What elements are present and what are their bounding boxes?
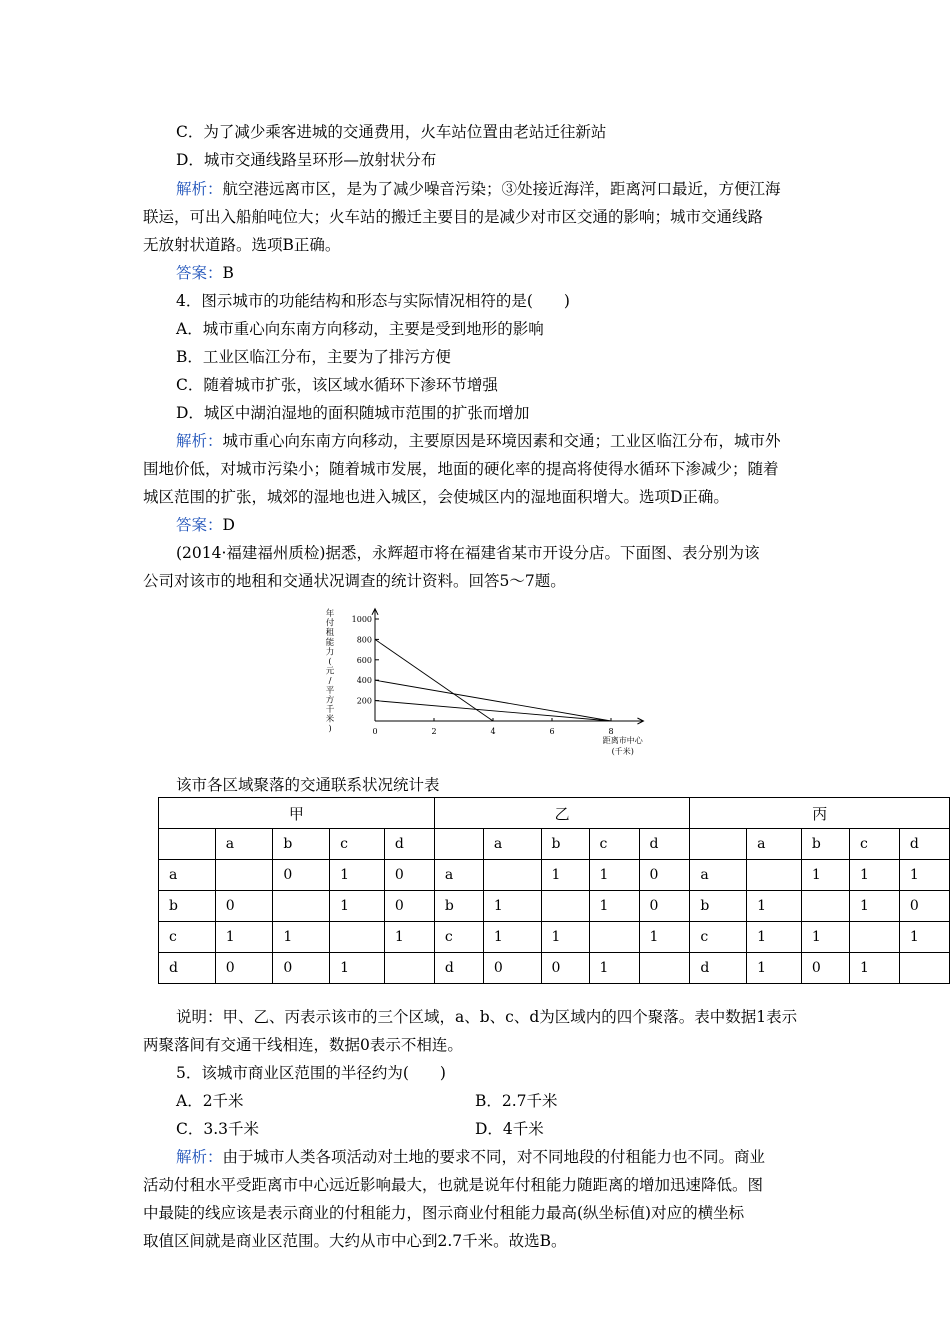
table-cell [899, 953, 949, 984]
x-axis-label-unit: (千米) [611, 747, 634, 756]
table-cell: 1 [899, 922, 949, 953]
line-text: 取值区间就是商业区范围。大约从市中心到2.7千米。故选B。 [143, 1232, 567, 1250]
traffic-table [158, 797, 950, 984]
region-header-row [159, 798, 950, 829]
text-line [143, 459, 779, 479]
table-cell [589, 922, 639, 953]
table-cell: 1 [589, 860, 639, 891]
region-header: 甲 [159, 798, 435, 829]
table-cell [215, 860, 273, 891]
line-text: 航空港远离市区，是为了减少噪音污染；③处接近海洋，距离河口最近，方便江海 [222, 180, 781, 198]
row-label: c [690, 922, 747, 953]
table-cell [384, 953, 434, 984]
column-header: d [639, 829, 690, 860]
line-text: 城市重心向东南方向移动，主要原因是环境因素和交通；工业区临江分布，城市外 [222, 432, 781, 450]
answer-label: 解析： [176, 432, 223, 450]
y-axis-label-char: 付 [325, 618, 335, 629]
row-label: d [690, 953, 747, 984]
table-cell: 0 [483, 953, 541, 984]
row-label: b [159, 891, 216, 922]
table-cell: 1 [639, 922, 690, 953]
table-cell: 1 [273, 922, 330, 953]
line-text: A．城市重心向东南方向移动，主要是受到地形的影响 [176, 320, 544, 338]
row-label: b [690, 891, 747, 922]
row-label: d [434, 953, 483, 984]
table-cell: 0 [541, 953, 589, 984]
table-cell: 1 [589, 953, 639, 984]
column-header: c [330, 829, 385, 860]
text-line [176, 122, 606, 142]
table-cell: 0 [801, 953, 849, 984]
line-text: (2014·福建福州质检)据悉，永辉超市将在福建省某市开设分店。下面图、表分别为该 [176, 544, 760, 562]
y-axis-label-char: 能 [325, 637, 335, 648]
series-line-industrial [375, 701, 611, 721]
row-label: a [159, 860, 216, 891]
text-line [176, 263, 234, 283]
y-tick-label: 800 [356, 635, 372, 645]
rent-chart [318, 604, 658, 766]
text-line [176, 1091, 244, 1111]
table-cell [483, 860, 541, 891]
table-cell [747, 860, 802, 891]
line-text: 说明：甲、乙、丙表示该市的三个区域，a、b、c、d为区域内的四个聚落。表中数据1表示 [176, 1008, 798, 1026]
y-axis-label-char: ( [328, 657, 332, 667]
text-line [176, 179, 781, 199]
x-tick-label: 2 [431, 727, 437, 736]
line-text: 无放射状道路。选项B正确。 [143, 236, 341, 254]
text-line [176, 347, 451, 367]
table-cell [639, 953, 690, 984]
table-cell: 1 [747, 891, 802, 922]
answer-label: 解析： [176, 180, 223, 198]
table-row [159, 922, 950, 953]
line-text: C．随着城市扩张，该区域水循环下渗环节增强 [176, 376, 498, 394]
y-axis-label-char: 力 [325, 647, 335, 658]
x-tick-label: 6 [549, 727, 555, 736]
y-axis-label-char: 年 [325, 609, 335, 619]
table-cell: 1 [747, 953, 802, 984]
table-cell: 1 [330, 953, 385, 984]
line-text: 公司对该市的地租和交通状况调查的统计资料。回答5～7题。 [143, 572, 566, 590]
line-text: 5．该城市商业区范围的半径约为( ) [176, 1064, 446, 1082]
table-row [159, 953, 950, 984]
table-row [159, 891, 950, 922]
answer-label: 答案： [176, 516, 223, 534]
text-line [475, 1119, 544, 1139]
table-cell: 0 [899, 891, 949, 922]
region-header: 丙 [690, 798, 950, 829]
text-line [176, 1119, 259, 1139]
y-axis-label-char: 方 [325, 695, 335, 706]
table-row [159, 860, 950, 891]
table-cell [330, 922, 385, 953]
table-cell: 1 [384, 922, 434, 953]
y-axis-label-char: 平 [325, 685, 335, 696]
column-header: a [483, 829, 541, 860]
table-cell: 1 [541, 860, 589, 891]
line-text: B [222, 264, 234, 282]
table-cell [273, 891, 330, 922]
table-cell: 1 [541, 922, 589, 953]
line-text: D．城区中湖泊湿地的面积随城市范围的扩张而增加 [176, 404, 530, 422]
table-cell: 1 [330, 860, 385, 891]
table-cell: 1 [849, 860, 899, 891]
table-cell: 1 [801, 922, 849, 953]
text-line [143, 571, 566, 591]
text-line [143, 1035, 463, 1055]
table-cell: 1 [483, 891, 541, 922]
answer-label: 解析： [176, 1148, 223, 1166]
column-header-row [159, 829, 950, 860]
table-cell: 1 [215, 922, 273, 953]
line-text: A．2千米 [176, 1092, 244, 1110]
region-header: 乙 [434, 798, 690, 829]
table-cell: 1 [849, 891, 899, 922]
column-header: b [541, 829, 589, 860]
line-text: 4．图示城市的功能结构和形态与实际情况相符的是( ) [176, 292, 570, 310]
table-cell: 1 [849, 953, 899, 984]
table-title: 该市各区域聚落的交通联系状况统计表 [176, 776, 440, 794]
column-header: b [801, 829, 849, 860]
table-cell: 1 [801, 860, 849, 891]
text-line [176, 515, 235, 535]
table-cell: 1 [589, 891, 639, 922]
text-line [176, 431, 781, 451]
line-text: 城区范围的扩张，城郊的湿地也进入城区，会使城区内的湿地面积增大。选项D正确。 [143, 488, 729, 506]
table-cell: 0 [384, 891, 434, 922]
column-header: c [589, 829, 639, 860]
corner-cell [434, 829, 483, 860]
table-cell [801, 891, 849, 922]
series-line-residential [375, 680, 611, 721]
text-line [176, 319, 544, 339]
x-tick-label: 0 [372, 727, 378, 736]
line-text: 活动付租水平受距离市中心远近影响最大，也就是说年付租能力随距离的增加迅速降低。图 [143, 1176, 764, 1194]
text-line [176, 1063, 446, 1083]
y-axis-label-char: 租 [325, 628, 335, 639]
line-text: 由于城市人类各项活动对土地的要求不同，对不同地段的付租能力也不同。商业 [222, 1148, 766, 1166]
text-line [176, 403, 529, 423]
y-axis-label-char: 米 [325, 714, 335, 725]
row-label: c [434, 922, 483, 953]
line-text: 围地价低，对城市污染小；随着城市发展，地面的硬化率的提高将使得水循环下渗减少；随着 [143, 460, 779, 478]
line-text: C．为了减少乘客进城的交通费用，火车站位置由老站迁往新站 [176, 123, 607, 141]
table-cell: 0 [215, 891, 273, 922]
y-axis-label-char: ) [328, 724, 332, 735]
table-cell: 0 [215, 953, 273, 984]
line-text: C．3.3千米 [176, 1120, 260, 1138]
column-header: c [849, 829, 899, 860]
table-cell: 1 [747, 922, 802, 953]
column-header: d [899, 829, 949, 860]
line-text: D．城市交通线路呈环形—放射状分布 [176, 151, 437, 169]
text-line [143, 1231, 567, 1251]
x-tick-label: 8 [608, 727, 614, 736]
row-label: a [690, 860, 747, 891]
y-tick-label: 200 [356, 696, 372, 706]
line-text: B．2.7千米 [475, 1092, 558, 1110]
corner-cell [159, 829, 216, 860]
column-header: d [384, 829, 434, 860]
text-line [143, 235, 340, 255]
row-label: b [434, 891, 483, 922]
text-line [475, 1091, 558, 1111]
table-cell: 0 [273, 953, 330, 984]
text-line [143, 487, 729, 507]
column-header: a [747, 829, 802, 860]
y-tick-label: 1000 [351, 615, 372, 624]
text-line [176, 375, 498, 395]
line-text: 两聚落间有交通干线相连，数据0表示不相连。 [143, 1036, 463, 1054]
text-line [176, 1007, 797, 1027]
table-cell: 1 [483, 922, 541, 953]
x-axis-label: 距离市中心 [602, 736, 643, 745]
table-cell [849, 922, 899, 953]
table-cell: 0 [639, 860, 690, 891]
text-line [176, 543, 759, 563]
y-tick-label: 600 [356, 655, 372, 665]
text-line [143, 207, 763, 227]
table-cell: 0 [639, 891, 690, 922]
table-cell: 0 [384, 860, 434, 891]
corner-cell [690, 829, 747, 860]
y-tick-label: 400 [356, 676, 372, 686]
line-text: D．4千米 [475, 1120, 544, 1138]
x-tick-label: 4 [490, 727, 496, 736]
table-cell [541, 891, 589, 922]
y-axis-label-char: 千 [325, 705, 335, 715]
line-text: 联运，可出入船舶吨位大；火车站的搬迁主要目的是减少对市区交通的影响；城市交通线路 [143, 208, 764, 226]
y-axis-label-char: / [328, 676, 332, 687]
row-label: a [434, 860, 483, 891]
column-header: b [273, 829, 330, 860]
table-cell: 1 [330, 891, 385, 922]
answer-label: 答案： [176, 264, 223, 282]
table-cell: 1 [899, 860, 949, 891]
row-label: d [159, 953, 216, 984]
text-line [143, 1175, 763, 1195]
text-line [176, 1147, 765, 1167]
series-line-commercial [375, 639, 493, 721]
text-line [143, 1203, 744, 1223]
table-cell: 0 [273, 860, 330, 891]
column-header: a [215, 829, 273, 860]
text-line [176, 291, 570, 311]
line-text: B．工业区临江分布，主要为了排污方便 [176, 348, 451, 366]
line-text: 中最陡的线应该是表示商业的付租能力，图示商业付租能力最高(纵坐标值)对应的横坐标 [143, 1204, 745, 1222]
row-label: c [159, 922, 216, 953]
text-line [176, 150, 436, 170]
y-axis-label-char: 元 [325, 666, 335, 677]
line-text: D [222, 516, 235, 534]
